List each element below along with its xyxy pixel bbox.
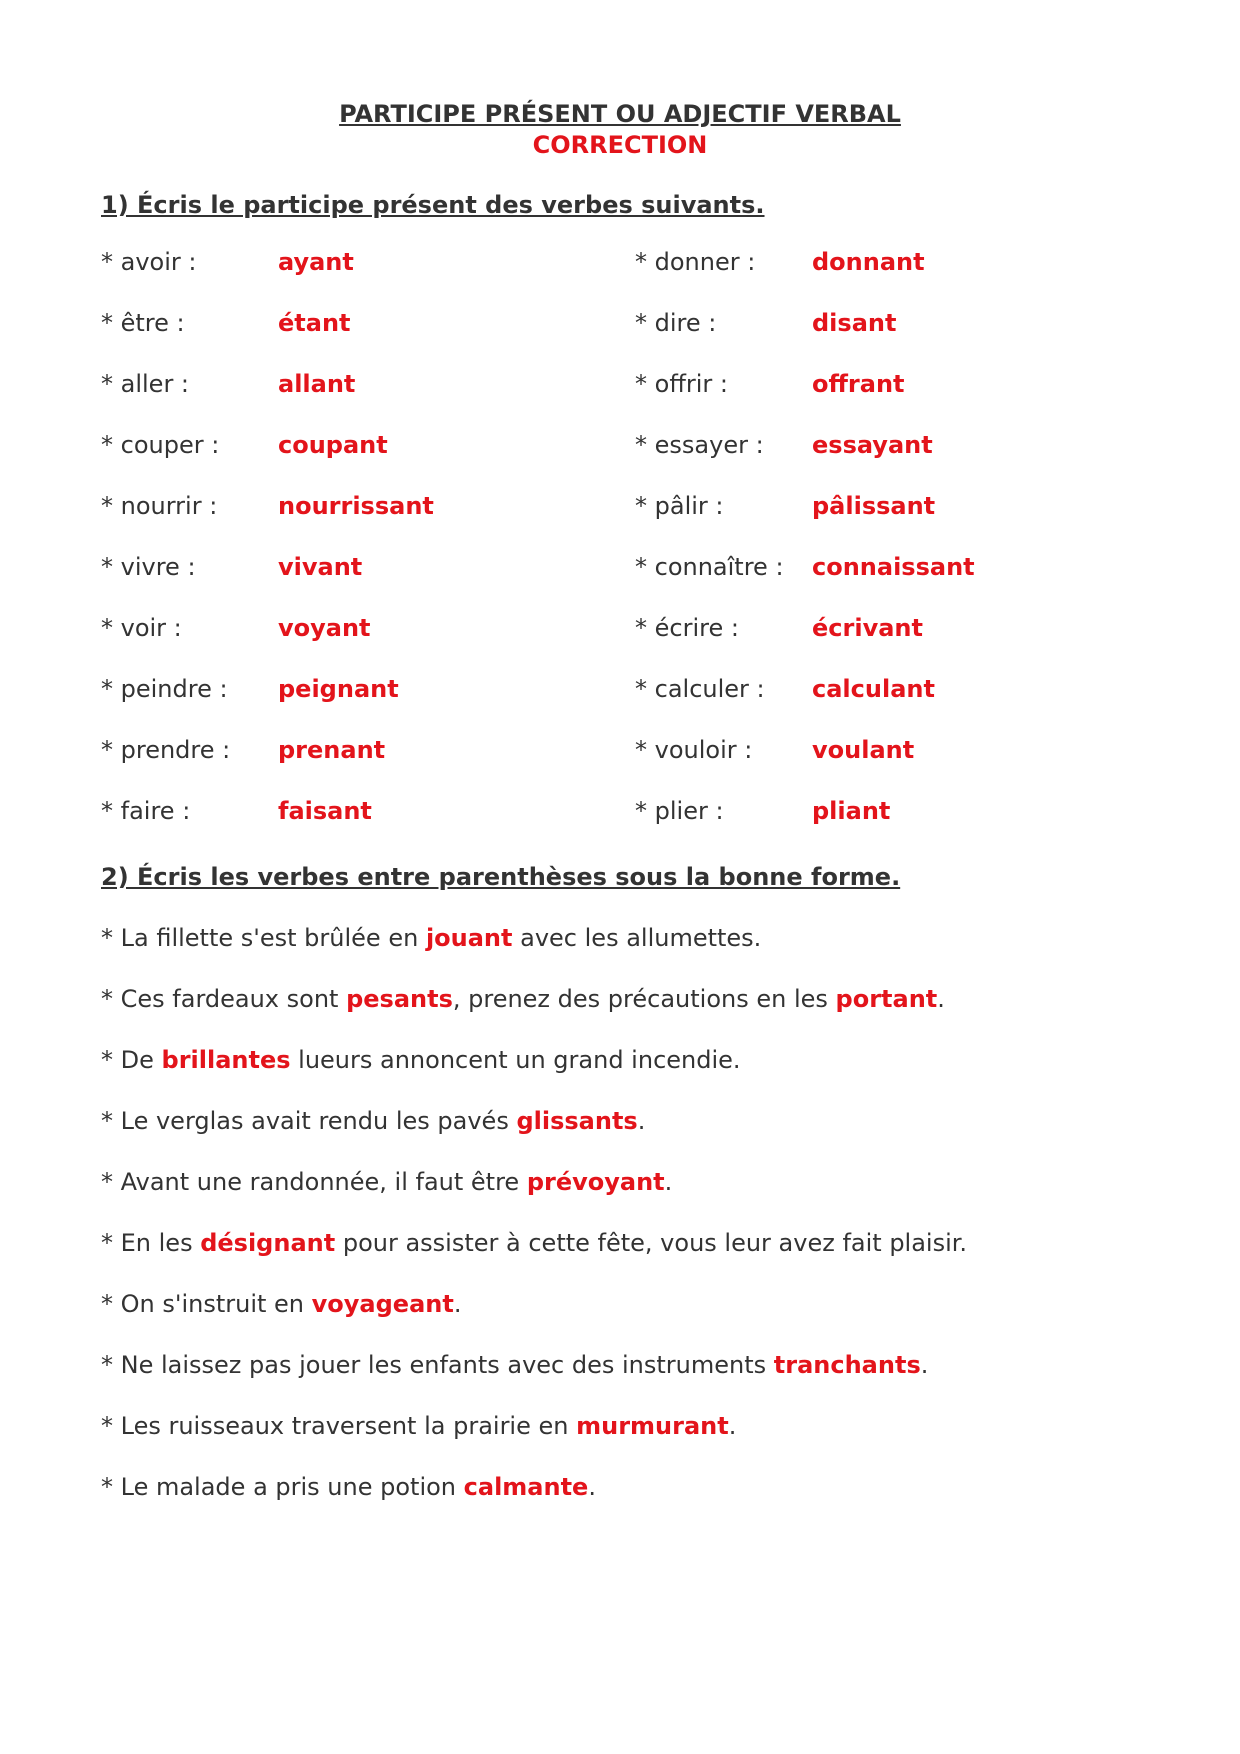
answer-text: prévoyant [526, 1168, 665, 1196]
answer-text: glissants [516, 1107, 638, 1135]
answer-text: vivant [278, 553, 363, 581]
answer-text: ayant [278, 248, 354, 276]
verb-label: * vouloir : [635, 736, 753, 764]
verb-label: * offrir : [635, 370, 728, 398]
sentence-text: * En les [101, 1229, 201, 1257]
answer-text: désignant [200, 1229, 336, 1257]
sentence-text: * Ces fardeaux sont [101, 985, 347, 1013]
answer-text: essayant [812, 431, 933, 459]
answer-text: portant [835, 985, 938, 1013]
answer-text: donnant [812, 248, 925, 276]
sentence-text: avec les allumettes. [512, 924, 762, 952]
verb-label: * aller : [101, 370, 190, 398]
answer-text: disant [812, 309, 897, 337]
answer-text: écrivant [812, 614, 923, 642]
sentence-text: * On s'instruit en [101, 1290, 312, 1318]
sentence-text: * Le malade a pris une potion [101, 1473, 464, 1501]
answer-text: allant [278, 370, 356, 398]
answer-text: peignant [278, 675, 399, 703]
answer-text: voyageant [311, 1290, 454, 1318]
answer-text: coupant [278, 431, 388, 459]
verb-label: * peindre : [101, 675, 228, 703]
verb-label: * essayer : [635, 431, 764, 459]
verb-label: * voir : [101, 614, 182, 642]
sentence-text: . [937, 985, 945, 1013]
section-2-title: 2) Écris les verbes entre parenthèses sous la bonne forme. [101, 863, 901, 891]
verb-label: * prendre : [101, 736, 231, 764]
answer-text: calmante [463, 1473, 589, 1501]
sentence-text: * De [101, 1046, 162, 1074]
verb-label: * plier : [635, 797, 724, 825]
answer-text: nourrissant [278, 492, 434, 520]
sentence-text: . [664, 1168, 673, 1196]
sentence-list [101, 923, 1141, 1533]
answer-text: murmurant [576, 1412, 729, 1440]
sentence-text: * La fillette s'est brûlée en [101, 924, 426, 952]
verb-label: * vivre : [101, 553, 196, 581]
sentence-line [101, 1350, 1141, 1411]
sentence-text: . [728, 1412, 737, 1440]
sentence-text: . [453, 1290, 462, 1318]
sentence-text: . [588, 1473, 596, 1501]
answer-text: faisant [278, 797, 372, 825]
sentence-text: pour assister à cette fête, vous leur avez fait plaisir. [335, 1229, 968, 1257]
verb-label: * connaître : [635, 553, 784, 581]
sentence-line [101, 1472, 1141, 1533]
answer-text: voulant [812, 736, 915, 764]
answer-text: offrant [812, 370, 905, 398]
sentence-line [101, 1411, 1141, 1472]
answer-text: étant [278, 309, 351, 337]
verb-label: * couper : [101, 431, 220, 459]
sentence-text: . [920, 1351, 929, 1379]
verb-label: * écrire : [635, 614, 739, 642]
answer-text: jouant [425, 924, 513, 952]
sentence-text: * Le verglas avait rendu les pavés [101, 1107, 517, 1135]
verb-label: * dire : [635, 309, 717, 337]
sentence-text: * Avant une randonnée, il faut être [101, 1168, 527, 1196]
verb-label: * pâlir : [635, 492, 724, 520]
answer-text: brillantes [161, 1046, 291, 1074]
verb-answer-grid [101, 247, 1101, 857]
sentence-text: * Les ruisseaux traversent la prairie en [101, 1412, 577, 1440]
answer-text: pesants [346, 985, 453, 1013]
sentence-line [101, 923, 1141, 984]
answer-text: prenant [278, 736, 386, 764]
sentence-text: , prenez des précautions en les [452, 985, 836, 1013]
answer-text: pliant [812, 797, 891, 825]
verb-label: * avoir : [101, 248, 197, 276]
sentence-line [101, 1106, 1141, 1167]
verb-label: * faire : [101, 797, 191, 825]
answer-text: calculant [812, 675, 935, 703]
sentence-line [101, 1289, 1141, 1350]
sentence-line [101, 1167, 1141, 1228]
sentence-line [101, 1228, 1141, 1289]
answer-text: connaissant [812, 553, 975, 581]
section-1-title: 1) Écris le participe présent des verbes suivants. [101, 191, 765, 219]
sentence-text: * Ne laissez pas jouer les enfants avec des instruments [101, 1351, 774, 1379]
page-subtitle: CORRECTION [532, 131, 708, 159]
verb-label: * donner : [635, 248, 756, 276]
answer-text: tranchants [773, 1351, 921, 1379]
verb-label: * calculer : [635, 675, 765, 703]
answer-text: pâlissant [812, 492, 936, 520]
page-title: PARTICIPE PRÉSENT OU ADJECTIF VERBAL [339, 100, 901, 128]
sentence-line [101, 984, 1141, 1045]
sentence-text: . [637, 1107, 646, 1135]
sentence-text: lueurs annoncent un grand incendie. [290, 1046, 741, 1074]
answer-text: voyant [278, 614, 371, 642]
sentence-line [101, 1045, 1141, 1106]
verb-label: * être : [101, 309, 185, 337]
verb-label: * nourrir : [101, 492, 218, 520]
